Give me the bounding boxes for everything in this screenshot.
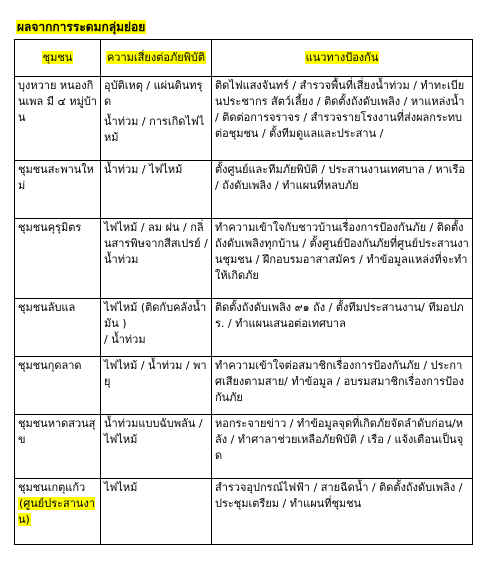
table-row <box>15 479 473 545</box>
table-row <box>15 415 473 479</box>
community-cell: ชุมชนสะพานใหม่ <box>15 161 101 219</box>
risk-cell: ไฟไหม้ / ลม ฝน / กลิ่นสารพิษจากสีสเปรย์ / น้ำท่วม <box>101 219 212 299</box>
section-heading-text: ผลจากการระดมกลุ่มย่อย <box>17 20 146 34</box>
risk-line: น้ำท่วม / การเกิดไฟไหม้ <box>104 115 205 144</box>
risk-cell: น้ำท่วม / ไฟไหม้ <box>101 161 212 219</box>
header-prevention: แนวทางป้องกัน <box>212 40 473 77</box>
prevention-cell: ทำความเข้าใจกับชาวบ้านเรื่องการป้องกันภัย / ติดตั้งถังดับเพลิงทุกบ้าน / ตั้งศูนย์ป้องกันภัยที่ศูนย์ประสานงานชุมชน / ฝึกอบรมอาสาสมัคร / ทำข้อมูลแหล่งที่จะทำให้เกิดภัย <box>212 219 473 299</box>
prevention-cell: ทำความเข้าใจต่อสมาชิกเรื่องการป้องกันภัย / ประกาศเสียงตามสาย/ ทำข้อมูล / อบรมสมาชิกเรื่องการป้องกันภัย <box>212 357 473 415</box>
table-row <box>15 161 473 219</box>
risk-cell: ไฟไหม้ / น้ำท่วม / พายุ <box>101 357 212 415</box>
header-row <box>15 40 473 77</box>
table-row <box>15 357 473 415</box>
risk-line: อุบัติเหตุ / แผ่นดินทรุด <box>104 79 203 108</box>
community-cell: ชุมชนลับแล <box>15 299 101 357</box>
community-cell: ชุมชนคุรุมิตร <box>15 219 101 299</box>
risk-cell <box>101 77 212 161</box>
header-community: ชุมชน <box>15 40 101 77</box>
risk-line: ไฟไหม้ (ติดกับคลังน้ำมัน ) <box>104 301 207 330</box>
prevention-cell: สำรวจอุปกรณ์ไฟฟ้า / สายฉีดน้ำ / ติดตั้งถังดับเพลิง /ประชุมเตรียม / ทำแผนที่ชุมชน <box>212 479 473 545</box>
prevention-cell: ติดไฟแสงจันทร์ / สำรวจพื้นที่เสี่ยงน้ำท่วม / ทำทะเบียนประชากร สัตว์เลี้ยง / ติดตั้งถังดับเพลิง / หาแหล่งน้ำ / ติดต่อการจราจร / สำรวจรายโรงงานที่ส่งผลกระทบต่อชุมชน / ตั้งทีมดูแลและประสาน / <box>212 77 473 161</box>
community-cell: ชุมชนหาดสวนสุข <box>15 415 101 479</box>
community-cell: บุงหวาย หนองกินเพล มี ๔ หมู่บ้าน <box>15 77 101 161</box>
risk-cell: ไฟไหม้ <box>101 479 212 545</box>
community-cell <box>15 479 101 545</box>
coordination-center-note: (ศูนย์ประสานงาน) <box>18 497 95 526</box>
table-row <box>15 299 473 357</box>
prevention-cell: ตั้งศูนย์และทีมภัยพิบัติ / ประสานงานเทศบาล / หาเรือ / ถังดับเพลิง / ทำแผนที่หลบภัย <box>212 161 473 219</box>
risk-line: / น้ำท่วม <box>104 333 146 346</box>
section-heading <box>14 19 148 35</box>
community-name: ชุมชนเกตุแก้ว <box>18 481 86 494</box>
prevention-cell: ติดตั้งถังดับเพลิง ๙๑ ถัง / ตั้งทีมประสานงาน/ ทีมอปภร. / ทำแผนเสนอต่อเทศบาล <box>212 299 473 357</box>
prevention-cell: หอกระจายข่าว / ทำข้อมูลจุดที่เกิดภัยจัดลำดับก่อน/หลัง / ทำศาลาช่วยเหลือภัยพิบัติ / เรือ / แจ้งเตือนเป็นจุด <box>212 415 473 479</box>
risk-cell: น้ำท่วมแบบฉับพลัน / ไฟไหม้ <box>101 415 212 479</box>
table-row <box>15 219 473 299</box>
risk-cell <box>101 299 212 357</box>
header-risk: ความเสี่ยงต่อภัยพิบัติ <box>101 40 212 77</box>
community-cell: ชุมชนกุดลาด <box>15 357 101 415</box>
results-table <box>14 39 473 545</box>
table-row <box>15 77 473 161</box>
